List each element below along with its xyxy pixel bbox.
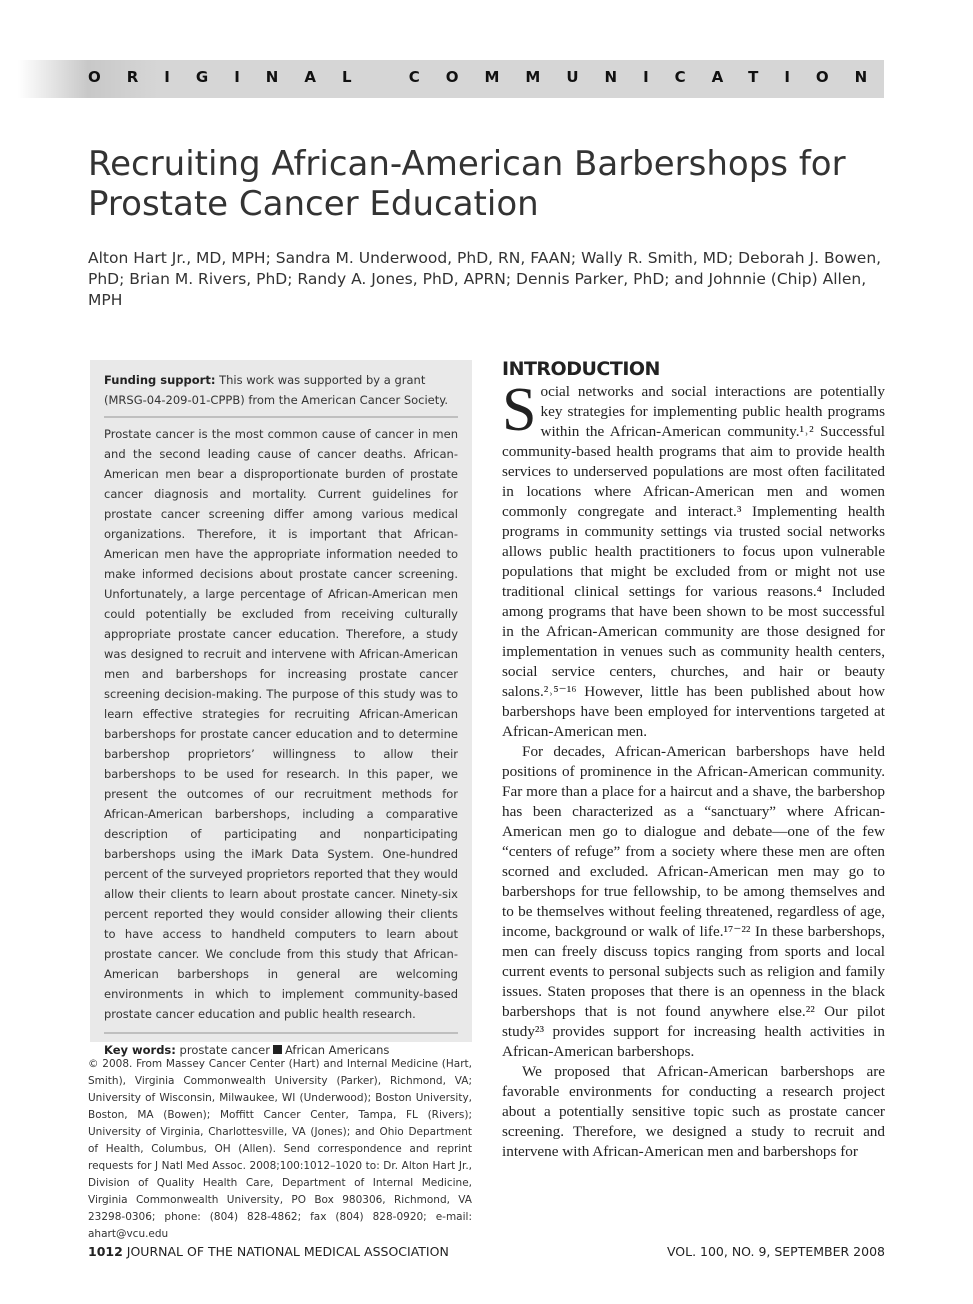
page-number: 1012 — [88, 1244, 123, 1259]
footer-issue: VOL. 100, NO. 9, SEPTEMBER 2008 — [666, 1244, 885, 1259]
funding-text: This work was supported by a grant (MRSG-04-209-01-CPPB) from the American Cancer Society. — [104, 373, 449, 407]
abstract-sidebar — [90, 360, 472, 1057]
introduction-body — [502, 376, 885, 1162]
keyword-1: prostate cancer — [179, 1043, 270, 1057]
author-list: Alton Hart Jr., MD, MPH; Sandra M. Underwood, PhD, RN, FAAN; Wally R. Smith, MD; Deborah J. Bowen, PhD; Brian M. Rivers, PhD; Randy A. Jones, PhD, APRN; Dennis Parker, PhD; and Johnnie (Chip) Allen, MPH — [88, 249, 882, 309]
footer-journal — [88, 1244, 449, 1259]
keywords-label: Key words: — [104, 1043, 176, 1057]
article-title: Recruiting African-American Barbershops for Prostate Cancer Education — [88, 144, 846, 224]
copyright-notice: © 2008. From Massey Cancer Center (Hart) and Internal Medicine (Hart, Smith), Virginia Commonwealth University (Parker), Richmond, VA; University of Wisconsin, Milwaukee, WI (Underwood); Boston University, Boston, MA (Bowen); Moffitt Cancer Center, Tampa, FL (Rivers); University of Virginia, Charlottesville, VA (Jones); and Ohio Department of Health, Columbus, OH (Allen). Send correspondence and reprint requests for J Natl Med Assoc. 2008;100:1012–1020 to: Dr. Alton Hart Jr., Division of Quality Health Care, Department of Internal Medicine, Virginia Commonwealth University, PO Box 980306, Richmond, VA 23298-0306; phone: (804) 828-4862; fax (804) 828-0920; e-mail: ahart@vcu.edu — [88, 1058, 472, 1240]
funding-support — [104, 370, 458, 418]
introduction-heading: INTRODUCTION — [502, 358, 660, 380]
drop-cap: S — [502, 376, 537, 444]
keyword-2: African Americans — [284, 1043, 390, 1057]
intro-paragraph-2: For decades, African-American barbershops have held positions of prominence in the African-American community. Far more than a place for a haircut and a shave, the barbershop has been characterized as a “sanctuary” where African-American men go to dialogue and debate—one of the few “centers of refuge” from a society where these men are often scorned and excluded. African-American men may go to barbershops for true fellowship, to be among themselves and to be themselves without feeling threatened, regardless of age, income, background or walk of life.¹⁷⁻²² In these barbershops, men can freely discuss topics ranging from sports and local current events to personal subjects such as religion and family issues. Staten proposes that there is an openness in the black barbershops that is not found anywhere else.²² Our pilot study²³ provides support for increasing health activities in African-American barbershops. — [502, 743, 885, 1060]
intro-paragraph-1 — [502, 376, 885, 742]
funding-label: Funding support: — [104, 373, 216, 387]
intro-paragraph-3: We proposed that African-American barbershops are favorable environments for conducting a research project about a potentially sensitive topic such as prostate cancer screening. Therefore, we designed a study to recruit and intervene with African-American men and barbershops for — [502, 1063, 885, 1160]
section-label: ORIGINAL COMMUNICATION — [88, 68, 894, 86]
abstract-text: Prostate cancer is the most common cause of cancer in men and the second leading cause of cancer deaths. African-American men bear a disproportionate burden of prostate cancer diagnosis and mortality. Current guidelines for prostate cancer screening differ among various medical organizations. Therefore, it is important that African-American men have the appropriate information needed to make informed decisions about prostate cancer screening. Unfortunately, a large percentage of African-American men could potentially be excluded from receiving culturally appropriate prostate cancer education. Therefore, a study was designed to recruit and intervene with African-American men and barbershops for increasing prostate cancer screening decision-making. The purpose of this study was to learn effective strategies for recruiting African-American barbershops for prostate cancer education and to determine barbershop proprietors’ willingness to allow their barbershops to be used for research. In this paper, we present the outcomes of our recruitment methods for African-American barbershops, including a comparative description of participating and nonparticipating barbershops using the iMark Data System. One-hundred percent of the surveyed proprietors reported that they would allow their clients to learn about prostate cancer. Ninety-six percent reported they would consider allowing their clients to have access to handheld computers to learn about prostate cancer. We conclude from this study that African-American barbershops in general are welcoming environments in which to implement community-based prostate cancer education and public health research. — [104, 424, 458, 1034]
intro-paragraph-1-text: ocial networks and social interactions are potentially key strategies for implementing public health programs within the African-American community.¹˒² Successful community-based health programs that aim to provide health services to underserved populations are most often facilitated in locations where African-American men and women commonly congregate and interact.³ Implementing health programs in community settings via trusted social networks allows public health practitioners to focus upon vulnerable populations that might be excluded from or might not use traditional clinical settings for various reasons.⁴ Included among programs that have been shown to be most successful in the African-American community are those designed for implementation in venues such as community health centers, social service centers, churches, and hair or beauty salons.²˒⁵⁻¹⁶ However, little has been published about how barbershops have been employed for interventions targeted at African-American men. — [502, 383, 885, 740]
journal-name: JOURNAL OF THE NATIONAL MEDICAL ASSOCIATION — [126, 1244, 449, 1259]
square-bullet-icon — [273, 1045, 282, 1054]
